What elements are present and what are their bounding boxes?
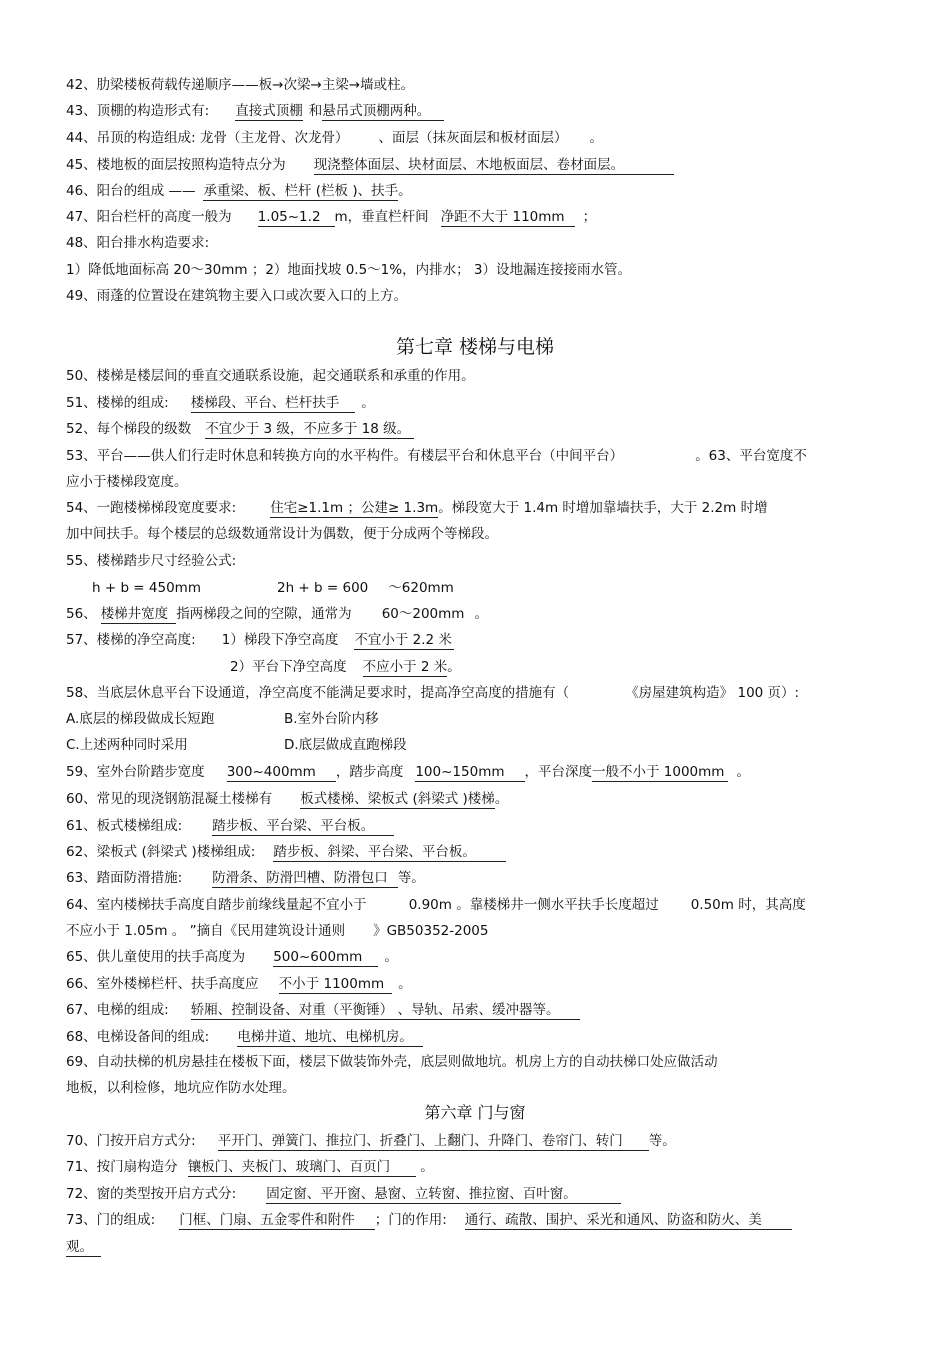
answer-blank: 观。 <box>66 1239 101 1257</box>
item-text: 。 <box>589 130 604 146</box>
item-57 <box>66 630 454 650</box>
answer-blank: 通行、疏散、围护、采光和通风、防盗和防火、美 <box>465 1212 792 1230</box>
item-text: ；门的作用: <box>374 1212 447 1228</box>
answer-blank: 楼梯段、平台、栏杆扶手 <box>191 395 356 413</box>
item-text: ，踏步高度 <box>335 764 404 780</box>
item-text: 。梯段宽大于 1.4m 时增加靠墙扶手，大于 2.2m 时增 <box>438 500 768 516</box>
item-text: 58、当底层休息平台下设通道，净空高度不能满足要求时，提高净空高度的措施有（ <box>66 685 570 701</box>
item-text: 。 <box>420 1159 434 1175</box>
item-text: 不应小于 1.05m 。 ”摘自《民用建筑设计通则 <box>66 923 346 939</box>
option-a: A.底层的梯段做成长短跑 <box>66 711 215 727</box>
item-48 <box>66 233 209 253</box>
item-text: 63、踏面防滑措施: <box>66 870 183 886</box>
item-text: m，垂直栏杆间 <box>334 209 429 225</box>
item-48-detail <box>66 260 631 280</box>
item-58-options-cd <box>66 735 407 755</box>
item-text: 50、楼梯是楼层间的垂直交通联系设施，起交通联系和承重的作用。 <box>66 368 475 384</box>
item-text: 56、 <box>66 606 97 622</box>
item-64 <box>66 895 806 915</box>
item-text: 48、阳台排水构造要求: <box>66 235 210 251</box>
item-46 <box>66 181 412 201</box>
item-text: 。63、平台宽度不 <box>695 448 807 464</box>
item-53 <box>66 446 807 466</box>
item-text: 73、门的组成: <box>66 1212 156 1228</box>
item-text: 45、楼地板的面层按照构造特点分为 <box>66 157 286 173</box>
formula-text: h + b = 450mm <box>92 580 201 596</box>
item-59 <box>66 762 750 782</box>
formula-text: 2h + b = 600 <box>276 580 369 596</box>
item-71 <box>66 1157 434 1177</box>
item-text: 43、顶棚的构造形式有: <box>66 103 210 119</box>
item-text: 53、平台——供人们行走时休息和转换方向的水平构件。有楼层平台和休息平台（中间平台） <box>66 448 624 464</box>
answer-blank: 100~150mm <box>415 764 524 782</box>
item-49 <box>66 286 407 306</box>
item-44 <box>66 128 603 148</box>
answer-blank: 承重梁、板、栏杆 (栏板 )、扶手 <box>203 183 399 199</box>
answer-blank: 1.05~1.2 <box>258 209 335 227</box>
item-text: 55、楼梯踏步尺寸经验公式: <box>66 553 237 569</box>
answer-blank: 净距不大于 110mm <box>441 209 575 227</box>
answer-blank: 一般不小于 1000mm <box>592 764 728 782</box>
item-text: 59、室外台阶踏步宽度 <box>66 764 205 780</box>
item-57-cont <box>230 657 461 677</box>
answer-blank: 楼梯井宽度 <box>101 606 177 624</box>
answer-blank: 直接式顶棚 <box>235 103 303 119</box>
item-42 <box>66 75 414 95</box>
item-text: 61、板式楼梯组成: <box>66 818 183 834</box>
answer-blank: 不小于 1100mm <box>279 976 392 994</box>
option-b: B.室外台阶内移 <box>284 711 379 727</box>
answer-blank: 300~400mm <box>227 764 336 782</box>
item-69 <box>66 1052 718 1072</box>
item-text: 60、常见的现浇钢筋混凝土楼梯有 <box>66 791 273 807</box>
formula-text: ～620mm <box>388 580 454 596</box>
item-73 <box>66 1210 792 1230</box>
item-text: 47、阳台栏杆的高度一般为 <box>66 209 232 225</box>
item-text: 和 <box>308 103 323 119</box>
answer-blank: 不宜少于 3 级，不应多于 18 级。 <box>205 421 414 439</box>
chapter-7-heading: 第七章 楼梯与电梯 <box>395 336 555 358</box>
item-text: ； <box>582 209 597 225</box>
item-64-cont <box>66 921 488 941</box>
item-text: 46、阳台的组成 —— <box>66 183 196 199</box>
item-55-formula <box>92 578 454 598</box>
item-47 <box>66 207 596 227</box>
answer-blank: 不宜小于 2.2 米 <box>354 632 452 648</box>
item-text: 等。 <box>397 870 425 886</box>
option-d: D.底层做成直跑梯段 <box>284 737 407 753</box>
answer-blank: 门框、门扇、五金零件和附件 <box>179 1212 375 1230</box>
answer-blank: 现浇整体面层、块材面层、木地板面层、卷材面层。 <box>314 157 675 175</box>
answer-blank: 电梯井道、地坑、电梯机房。 <box>237 1029 423 1047</box>
item-text: 57、楼梯的净空高度: <box>66 632 196 648</box>
item-text: 42、肋梁楼板荷载传递顺序——板→次梁→主梁→墙或柱。 <box>66 77 415 93</box>
item-text: 66、室外楼梯栏杆、扶手高度应 <box>66 976 259 992</box>
item-text: 》GB50352-2005 <box>373 923 489 939</box>
item-text: 地板，以利检修，地坑应作防水处理。 <box>66 1080 296 1096</box>
answer-blank: 镶板门、夹板门、玻璃门、百页门 <box>188 1159 417 1177</box>
chapter-6-heading: 第六章 门与窗 <box>424 1103 526 1122</box>
item-text: 60～200mm <box>381 606 465 622</box>
item-text: 指两梯段之间的空隙，通常为 <box>176 606 352 622</box>
item-54-cont <box>66 524 498 544</box>
item-text: 。 <box>474 606 488 622</box>
item-58 <box>66 683 799 703</box>
item-text: 。 <box>736 764 750 780</box>
item-65 <box>66 947 398 967</box>
item-text: 。 <box>494 791 509 807</box>
item-text: 64、室内楼梯扶手高度自踏步前缘线量起不宜小于 <box>66 897 367 913</box>
item-text: 54、一跑楼梯梯段宽度要求: <box>66 500 237 516</box>
item-54 <box>66 498 768 518</box>
item-text: 0.90m 。靠楼梯井一侧水平扶手长度超过 <box>408 897 659 913</box>
answer-blank: 500~600mm <box>273 949 378 967</box>
answer-blank: 不应小于 2 米 <box>362 659 448 675</box>
answer-blank: 踏步板、斜梁、平台梁、平台板。 <box>273 844 506 862</box>
item-52 <box>66 419 414 439</box>
item-text: 68、电梯设备间的组成: <box>66 1029 210 1045</box>
item-text: 52、每个梯段的级数 <box>66 421 192 437</box>
item-text: 。 <box>398 976 412 992</box>
item-text: 《房屋建筑构造》 100 页）: <box>625 685 800 701</box>
item-62 <box>66 842 506 862</box>
option-c: C.上述两种同时采用 <box>66 737 188 753</box>
item-63 <box>66 868 425 888</box>
answer-blank: 踏步板、平台梁、平台板。 <box>212 818 394 836</box>
item-text: 0.50m 时，其高度 <box>690 897 806 913</box>
item-68 <box>66 1027 423 1047</box>
item-text: 、面层（抹灰面层和板材面层） <box>378 130 568 146</box>
item-72 <box>66 1184 621 1204</box>
item-text: 。 <box>361 395 375 411</box>
item-43 <box>66 101 444 121</box>
item-text: 2）平台下净空高度 <box>230 659 347 675</box>
item-text: 。 <box>398 183 412 199</box>
item-text: 加中间扶手。每个楼层的总级数通常设计为偶数，便于分成两个等梯段。 <box>66 526 498 542</box>
item-text: 67、电梯的组成: <box>66 1002 169 1018</box>
item-text: 。 <box>384 949 398 965</box>
answer-blank: 住宅≥1.1m ；公建≥ 1.3m <box>270 500 439 516</box>
item-text: 65、供儿童使用的扶手高度为 <box>66 949 246 965</box>
item-text: 62、梁板式 (斜梁式 )楼梯组成: <box>66 844 256 860</box>
item-text: 71、按门扇构造分 <box>66 1159 178 1175</box>
item-text: 1）降低地面标高 20～30mm ；2）地面找坡 0.5～1%，内排水； 3）设地漏连接接雨水管。 <box>66 262 631 278</box>
answer-blank: 固定窗、平开窗、悬窗、立转窗、推拉窗、百叶窗。 <box>266 1186 621 1204</box>
item-69-cont <box>66 1078 296 1098</box>
item-58-options-ab <box>66 709 379 729</box>
item-text: 等。 <box>648 1133 676 1149</box>
item-53-cont <box>66 472 188 492</box>
item-text: 69、自动扶梯的机房悬挂在楼板下面，楼层下做装饰外壳，底层则做地坑。机房上方的自动扶梯口处应做活动 <box>66 1054 718 1070</box>
item-45 <box>66 155 674 175</box>
item-67 <box>66 1000 580 1020</box>
answer-blank: 悬吊式顶棚两种。 <box>322 103 444 121</box>
item-73-cont <box>66 1237 101 1257</box>
item-56 <box>66 604 488 624</box>
item-text: 。 <box>447 659 461 675</box>
answer-blank: 板式楼梯、梁板式 (斜梁式 )楼梯 <box>300 791 495 807</box>
item-50 <box>66 366 475 386</box>
answer-blank: 平开门、弹簧门、推拉门、折叠门、上翻门、升降门、卷帘门、转门 <box>218 1133 649 1151</box>
item-text: ，平台深度 <box>524 764 592 780</box>
item-66 <box>66 974 412 994</box>
answer-blank: 防滑条、防滑凹槽、防滑包口 <box>212 870 398 888</box>
item-text: 44、吊顶的构造组成: 龙骨（主龙骨、次龙骨） <box>66 130 349 146</box>
item-text: 1）梯段下净空高度 <box>221 632 339 648</box>
item-text: 应小于楼梯段宽度。 <box>66 474 188 490</box>
item-text: 49、雨蓬的位置设在建筑物主要入口或次要入口的上方。 <box>66 288 408 304</box>
item-51 <box>66 393 375 413</box>
answer-blank: 轿厢、控制设备、对重（平衡锤） 、导轨、吊索、缓冲器等。 <box>191 1002 580 1020</box>
item-70 <box>66 1131 676 1151</box>
item-55 <box>66 551 236 571</box>
item-text: 72、窗的类型按开启方式分: <box>66 1186 237 1202</box>
item-61 <box>66 816 394 836</box>
item-text: 70、门按开启方式分: <box>66 1133 196 1149</box>
item-60 <box>66 789 508 809</box>
item-text: 51、楼梯的组成: <box>66 395 169 411</box>
